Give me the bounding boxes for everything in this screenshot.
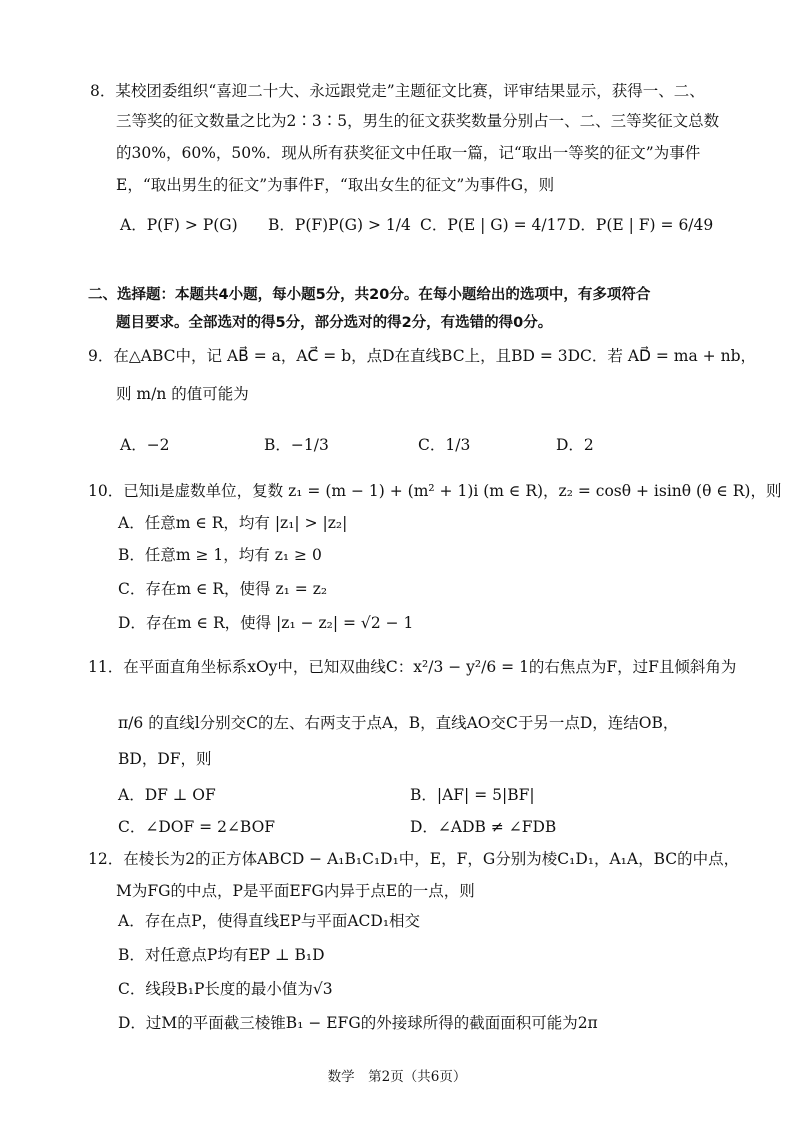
q11-option-b: B．|AF| = 5|BF| [410, 786, 535, 804]
q8-options [120, 214, 720, 236]
q11-option-a: A．DF ⊥ OF [118, 786, 216, 804]
q11-option-d: D．∠ADB ≠ ∠FDB [410, 818, 557, 836]
q12-option-c: C．线段B₁P长度的最小值为√3 [118, 980, 333, 998]
q11-option-c: C．∠DOF = 2∠BOF [118, 818, 276, 836]
q11-line-1: 11．在平面直角坐标系xOy中，已知双曲线C：x²/3 − y²/6 = 1的右焦点为F，过F且倾斜角为 [88, 658, 737, 676]
q8-line-4: E，“取出男生的征文”为事件F，“取出女生的征文”为事件G，则 [116, 176, 555, 194]
q11-line-2: π/6 的直线l分别交C的左、右两支于点A，B，直线AO交C于另一点D，连结OB， [118, 714, 679, 732]
q8-option-a: A．P(F) > P(G) [120, 216, 238, 234]
q8-option-d: D．P(E | F) = 6/49 [568, 216, 714, 234]
q12-option-b: B．对任意点P均有EP ⊥ B₁D [118, 946, 325, 964]
q10-line-1: 10．已知i是虚数单位，复数 z₁ = (m − 1) + (m² + 1)i (m ∈ R)，z₂ = cosθ + isinθ (θ ∈ R)，则 [88, 482, 782, 500]
q8-line-3: 的30%，60%，50%．现从所有获奖征文中任取一篇，记“取出一等奖的征文”为事件 [116, 144, 701, 162]
q11-line-3: BD，DF，则 [118, 750, 212, 768]
q9-option-d: D．2 [556, 436, 594, 454]
q9-line-1: 9．在△ABC中，记 AB⃗ = a，AC⃗ = b，点D在直线BC上，且BD = 3DC．若 AD⃗ = ma + nb， [88, 347, 756, 365]
q8-line-1: 8．某校团委组织“喜迎二十大、永远跟党走”主题征文比赛，评审结果显示，获得一、二、 [90, 82, 705, 100]
q10-option-b: B．任意m ≥ 1，均有 z₁ ≥ 0 [118, 546, 322, 564]
q10-option-d: D．存在m ∈ R，使得 |z₁ − z₂| = √2 − 1 [118, 614, 414, 632]
section-2-line-1: 二、选择题：本题共4小题，每小题5分，共20分。在每小题给出的选项中，有多项符合 [88, 287, 651, 303]
q12-option-a: A．存在点P，使得直线EP与平面ACD₁相交 [118, 912, 421, 930]
q9-options [120, 434, 620, 456]
q8-option-b: B．P(F)P(G) > 1/4 [268, 216, 411, 234]
q12-line-2: M为FG的中点，P是平面EFG内异于点E的一点，则 [116, 882, 475, 900]
q10-option-c: C．存在m ∈ R，使得 z₁ = z₂ [118, 580, 328, 598]
q8-option-c: C．P(E | G) = 4/17 [420, 216, 567, 234]
q9-option-b: B．−1/3 [264, 436, 329, 454]
q8-line-2: 三等奖的征文数量之比为2∶3∶5，男生的征文获奖数量分别占一、二、三等奖征文总数 [116, 112, 720, 130]
q11-options-row-1 [118, 784, 638, 806]
q9-line-2: 则 m/n 的值可能为 [116, 385, 249, 403]
page-footer: 数学 第2页（共6页） [327, 1069, 467, 1085]
q11-options-row-2 [118, 816, 638, 838]
q9-option-c: C．1/3 [418, 436, 471, 454]
q12-option-d: D．过M的平面截三棱锥B₁ − EFG的外接球所得的截面面积可能为2π [118, 1014, 598, 1032]
q9-option-a: A．−2 [120, 436, 170, 454]
q10-option-a: A．任意m ∈ R，均有 |z₁| > |z₂| [118, 514, 348, 532]
q12-line-1: 12．在棱长为2的正方体ABCD − A₁B₁C₁D₁中，E，F，G分别为棱C₁D₁，A₁A，BC的中点， [88, 850, 740, 868]
section-2-line-2: 题目要求。全部选对的得5分，部分选对的得2分，有选错的得0分。 [116, 315, 553, 331]
